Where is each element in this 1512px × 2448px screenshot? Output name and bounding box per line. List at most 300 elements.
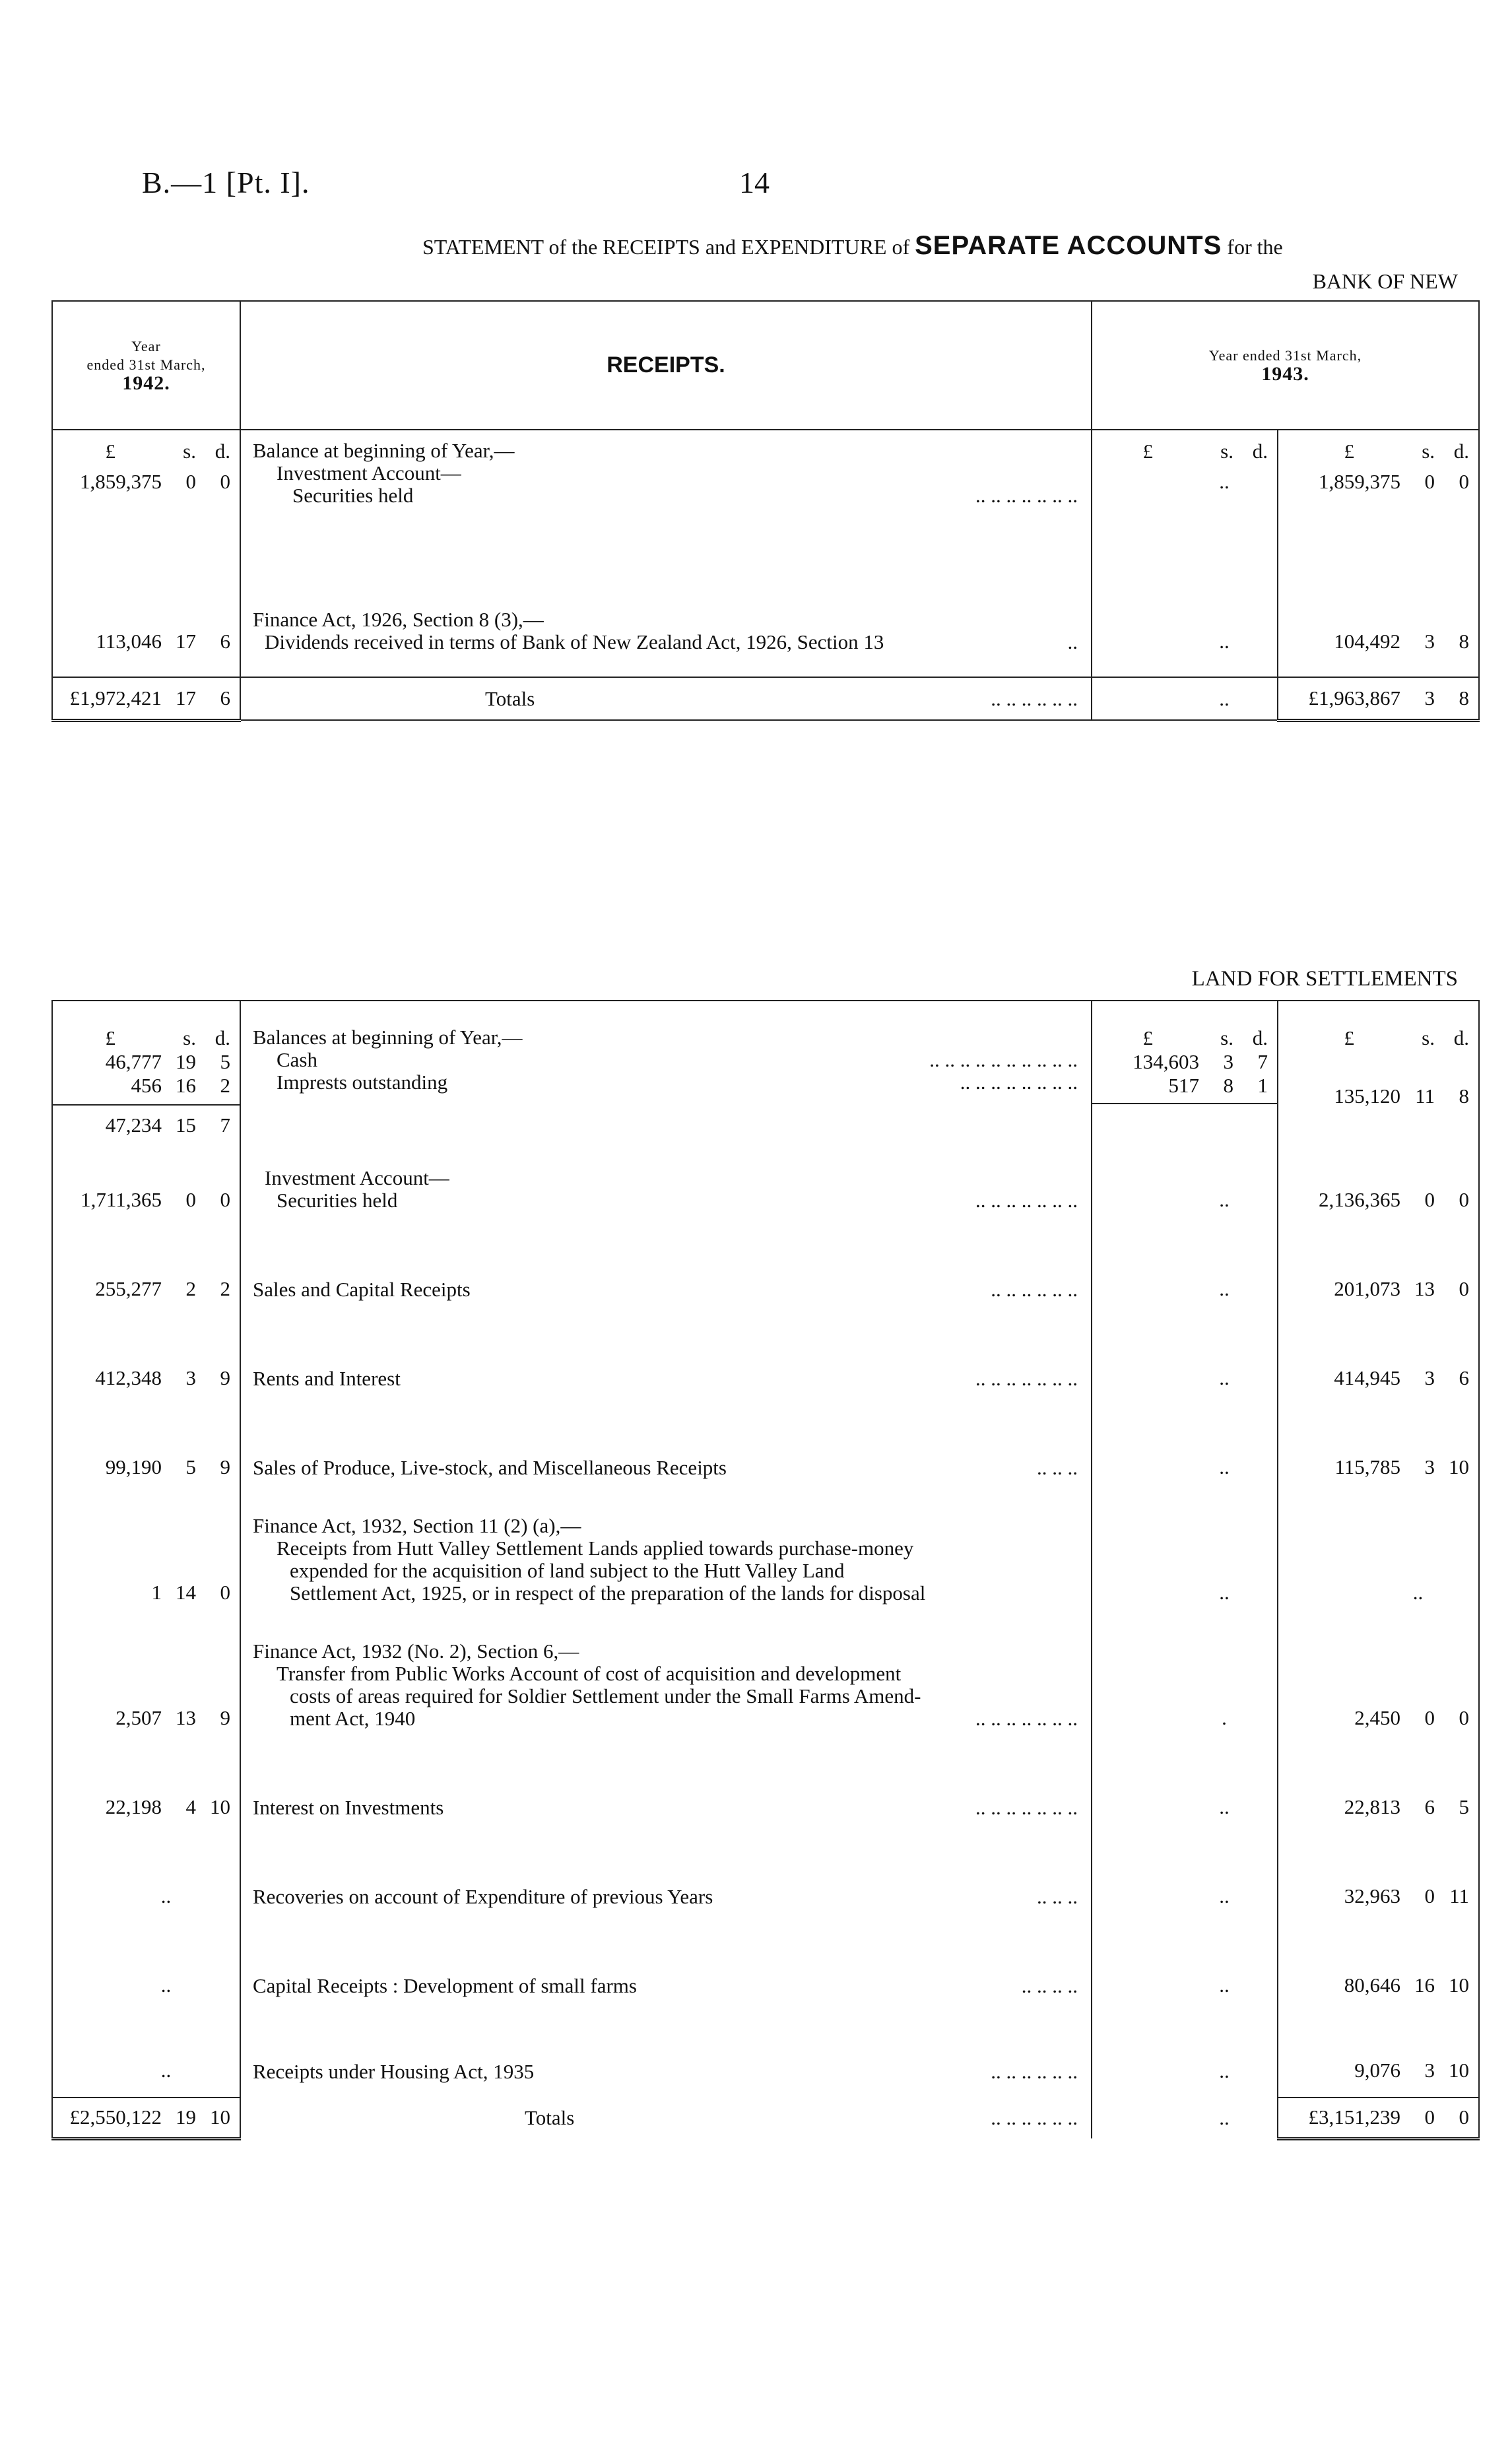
cur-amount xyxy=(1278,1494,1479,1619)
shillings: 0 xyxy=(1424,2105,1435,2129)
shillings: 11 xyxy=(1415,1084,1435,1108)
desc-line xyxy=(253,1886,1091,1908)
pence: 0 xyxy=(1459,2105,1469,2129)
pounds: £1,963,867 xyxy=(1308,686,1401,710)
desc-text: Imprests outstanding xyxy=(277,1071,448,1094)
shillings: 17 xyxy=(176,686,196,710)
prev-amount xyxy=(52,519,240,677)
desc-text: Securities held xyxy=(277,1189,398,1212)
pence: 2 xyxy=(220,1074,230,1097)
money xyxy=(1092,1074,1277,1104)
cur-total xyxy=(1278,677,1479,720)
shillings: 3 xyxy=(1424,630,1435,653)
shillings: 0 xyxy=(1424,1188,1435,1211)
money xyxy=(1278,1795,1478,1819)
prev-amount xyxy=(52,430,240,519)
prev-amount xyxy=(52,1315,240,1405)
shillings: 3 xyxy=(1223,1050,1233,1073)
pounds: 2,136,365 xyxy=(1319,1188,1400,1211)
leader-dots: .. .. .. .. .. .. .. xyxy=(975,1796,1078,1819)
unit-pound: £ xyxy=(1142,440,1153,463)
shillings: 0 xyxy=(185,470,196,493)
mid-dots: .. xyxy=(1092,1494,1278,1619)
cur-amount xyxy=(1278,1137,1479,1226)
unit-d: d. xyxy=(1453,440,1470,463)
pence: 7 xyxy=(1257,1050,1268,1073)
pence: 10 xyxy=(210,2105,230,2129)
cur-amount xyxy=(1278,1619,1479,1744)
table-row xyxy=(52,1923,1479,2012)
pence: 8 xyxy=(1459,1084,1469,1108)
leader-dots: .. .. .. .. .. .. xyxy=(991,2106,1078,2129)
unit-pound: £ xyxy=(1344,1026,1354,1049)
prev-amount xyxy=(52,1001,240,1137)
mid-dots: .. xyxy=(1092,2098,1278,2138)
leader-dots: .. xyxy=(1067,630,1078,653)
shillings: 4 xyxy=(185,1795,196,1818)
description xyxy=(240,2012,1092,2098)
pounds: £1,972,421 xyxy=(69,686,162,710)
section-title: LAND FOR SETTLEMENTS xyxy=(1191,967,1458,991)
pounds: 99,190 xyxy=(105,1455,162,1478)
shillings: 13 xyxy=(1414,1277,1435,1300)
document-reference: B.—1 [Pt. I]. xyxy=(142,166,310,199)
pounds: 255,277 xyxy=(95,1277,162,1300)
land-settlements-table xyxy=(51,1000,1480,2140)
money xyxy=(1278,2105,1478,2129)
pounds: 2,450 xyxy=(1354,1706,1400,1729)
money xyxy=(1278,2059,1478,2082)
desc-line xyxy=(253,1663,1091,1685)
shillings: 3 xyxy=(1424,2059,1435,2082)
money xyxy=(53,686,240,710)
prev-dots: .. xyxy=(160,1973,172,1997)
pence: 8 xyxy=(1459,686,1470,710)
prev-amount xyxy=(52,1226,240,1315)
pounds: 2,507 xyxy=(115,1706,162,1729)
money xyxy=(53,2105,240,2129)
table-row xyxy=(52,430,1479,519)
pounds: 201,073 xyxy=(1334,1277,1400,1300)
pence: 0 xyxy=(1459,1188,1469,1211)
desc-line xyxy=(253,1640,1091,1663)
pounds: 1,711,365 xyxy=(81,1188,162,1211)
pounds: 47,234 xyxy=(105,1113,162,1137)
pounds: 412,348 xyxy=(95,1366,162,1389)
unit-pound: £ xyxy=(105,1026,115,1049)
pounds: 46,777 xyxy=(105,1050,162,1073)
table-row xyxy=(52,1494,1479,1619)
mid-dots: .. xyxy=(1092,1315,1278,1405)
money xyxy=(53,470,240,494)
desc-line xyxy=(253,1707,1091,1730)
prev-dots: .. xyxy=(160,1884,172,1907)
table-row xyxy=(52,1744,1479,1834)
table-row xyxy=(52,1619,1479,1744)
mid-dots: .. xyxy=(1092,1834,1278,1923)
header-year: 1942. xyxy=(122,372,170,394)
pence: 10 xyxy=(1449,1973,1469,1997)
unit-d: d. xyxy=(214,1026,230,1049)
title-accounts: SEPARATE ACCOUNTS xyxy=(915,231,1222,260)
header-line: Year xyxy=(131,337,161,354)
desc-text: Finance Act, 1932 (No. 2), Section 6,— xyxy=(253,1639,579,1663)
statement-title-line2: BANK OF NEW xyxy=(1312,269,1458,293)
shillings: 3 xyxy=(1424,686,1435,710)
leader-dots: .. .. .. xyxy=(1037,1885,1078,1908)
description xyxy=(240,519,1092,677)
receipts-header: RECEIPTS. xyxy=(240,301,1092,430)
shillings: 8 xyxy=(1223,1074,1233,1097)
units xyxy=(1278,440,1478,463)
pence: 10 xyxy=(210,1795,230,1818)
cur-amount xyxy=(1278,519,1479,677)
pence: 2 xyxy=(220,1277,230,1300)
desc-text: Capital Receipts : Development of small farms xyxy=(253,1974,637,1997)
desc-line: Investment Account— xyxy=(277,461,461,484)
totals-label: Totals xyxy=(485,686,535,710)
pence: 6 xyxy=(220,630,230,653)
pounds: 32,963 xyxy=(1344,1884,1400,1907)
table-row xyxy=(52,1315,1479,1405)
pounds: £2,550,122 xyxy=(69,2105,162,2129)
pounds: 113,046 xyxy=(96,630,162,653)
prev-amount xyxy=(52,1619,240,1744)
desc-text: Securities held xyxy=(292,484,414,507)
pounds: £3,151,239 xyxy=(1308,2105,1400,2129)
pounds: 104,492 xyxy=(1334,630,1401,653)
prev-amount xyxy=(52,1494,240,1619)
shillings: 19 xyxy=(176,2105,196,2129)
pence: 8 xyxy=(1459,630,1470,653)
header-year: 1943. xyxy=(1261,362,1309,385)
balances-row xyxy=(52,1001,1479,1137)
pence: 0 xyxy=(220,1581,230,1604)
units xyxy=(1092,440,1277,463)
description xyxy=(240,1315,1092,1405)
pence: 0 xyxy=(220,1188,230,1211)
mid-dots: .. xyxy=(1092,677,1278,720)
desc-line: Balances at beginning of Year,— xyxy=(253,1026,523,1049)
shillings: 14 xyxy=(176,1581,196,1604)
mid-dots: .. xyxy=(1092,1405,1278,1494)
money xyxy=(53,1277,240,1301)
desc-line xyxy=(253,1560,1091,1582)
money xyxy=(53,630,240,653)
desc-text: Sales and Capital Receipts xyxy=(253,1278,471,1301)
description xyxy=(240,1744,1092,1834)
bank-receipts-table xyxy=(51,300,1480,722)
desc-text: costs of areas required for Soldier Settlement under the Small Farms Amend- xyxy=(290,1684,921,1707)
leader-dots: .. .. .. .. .. .. .. .. .. .. xyxy=(929,1048,1078,1071)
pence: 6 xyxy=(220,686,230,710)
table-row xyxy=(52,1405,1479,1494)
unit-d: d. xyxy=(214,440,230,463)
shillings: 6 xyxy=(1424,1795,1435,1818)
shillings: 19 xyxy=(176,1050,196,1073)
cur-dots: .. xyxy=(1412,1581,1424,1604)
prev-dots: .. xyxy=(160,2059,172,2082)
shillings: 0 xyxy=(1424,470,1435,493)
totals-label: Totals xyxy=(525,2106,575,2129)
prev-total xyxy=(52,2098,240,2138)
prev-amount xyxy=(52,1923,240,2012)
cur-amount xyxy=(1278,1405,1479,1494)
description xyxy=(240,1494,1092,1619)
pence: 9 xyxy=(220,1706,230,1729)
money xyxy=(1278,1084,1478,1108)
cur-amount xyxy=(1278,1226,1479,1315)
money xyxy=(1278,686,1478,710)
shillings: 0 xyxy=(1424,1884,1435,1907)
table-row xyxy=(52,519,1479,677)
totals-row xyxy=(52,2098,1479,2138)
desc-text: Recoveries on account of Expenditure of previous Years xyxy=(253,1885,713,1908)
description xyxy=(240,430,1092,519)
prev-amount xyxy=(52,1834,240,1923)
pence: 11 xyxy=(1449,1884,1469,1907)
mid-dots: .. xyxy=(1092,1226,1278,1315)
desc-line xyxy=(253,1685,1091,1707)
prev-year-header xyxy=(52,301,240,430)
prev-amount xyxy=(52,1405,240,1494)
desc-text: Receipts from Hutt Valley Settlement Lands applied towards purchase-money xyxy=(277,1537,914,1560)
desc-line xyxy=(253,631,1091,653)
unit-pound: £ xyxy=(1344,440,1355,463)
page-number: 14 xyxy=(739,166,770,199)
money xyxy=(53,1795,240,1819)
shillings: 0 xyxy=(185,1188,196,1211)
desc-text: ment Act, 1940 xyxy=(290,1707,416,1730)
desc-text: Dividends received in terms of Bank of New Zealand Act, 1926, Section 13 xyxy=(265,630,884,653)
pounds: 414,945 xyxy=(1334,1366,1400,1389)
units xyxy=(53,440,240,463)
leader-dots: .. .. .. .. .. .. xyxy=(991,2060,1078,2083)
leader-dots: .. .. .. .. .. .. xyxy=(991,1278,1078,1301)
pence: 1 xyxy=(1257,1074,1268,1097)
desc-line xyxy=(253,1071,1091,1094)
mid-dots: .. xyxy=(1092,2012,1278,2098)
shillings: 3 xyxy=(1424,1366,1435,1389)
header-line: Year ended 31st March, xyxy=(1208,347,1362,364)
totals-label-cell xyxy=(240,677,1092,720)
cur-amount xyxy=(1278,1923,1479,2012)
money xyxy=(1278,630,1478,653)
money xyxy=(1278,1366,1478,1390)
leader-dots: .. .. .. .. .. .. .. xyxy=(975,1707,1078,1730)
money xyxy=(53,1074,240,1098)
shillings: 15 xyxy=(176,1113,196,1137)
pounds: 22,198 xyxy=(105,1795,162,1818)
totals-row xyxy=(52,677,1479,720)
money xyxy=(1278,470,1478,494)
unit-d: d. xyxy=(1252,440,1268,463)
desc-line xyxy=(253,1975,1091,1997)
unit-pound: £ xyxy=(1142,1026,1153,1049)
unit-s: s. xyxy=(1220,1026,1233,1049)
money xyxy=(1092,1050,1277,1074)
pounds: 80,646 xyxy=(1344,1973,1400,1997)
pence: 0 xyxy=(1459,470,1470,493)
pence: 6 xyxy=(1459,1366,1469,1389)
leader-dots: .. .. .. .. .. .. .. .. xyxy=(960,1071,1078,1094)
desc-line: Finance Act, 1926, Section 8 (3),— xyxy=(253,608,544,631)
desc-line xyxy=(253,1278,1091,1301)
pence: 5 xyxy=(1459,1795,1469,1818)
leader-dots: .. .. .. .. xyxy=(1021,1974,1078,1997)
pounds: 22,813 xyxy=(1344,1795,1400,1818)
money xyxy=(53,1706,240,1730)
mid-dots: .. xyxy=(1219,470,1230,493)
shillings: 16 xyxy=(1414,1973,1435,1997)
shillings: 13 xyxy=(176,1706,196,1729)
desc-text: Settlement Act, 1925, or in respect of the preparation of the lands for disposal xyxy=(290,1581,926,1604)
leader-dots: .. .. .. xyxy=(1037,1456,1078,1479)
leader-dots: .. .. .. .. .. .. .. xyxy=(975,1367,1078,1390)
desc-text: Receipts under Housing Act, 1935 xyxy=(253,2060,535,2083)
money xyxy=(1278,1973,1478,1997)
pounds: 134,603 xyxy=(1133,1050,1199,1073)
description xyxy=(240,1405,1092,1494)
unit-s: s. xyxy=(1422,440,1435,463)
pence: 0 xyxy=(220,470,230,493)
description xyxy=(240,1001,1092,1137)
header-line: ended 31st March, xyxy=(86,356,206,373)
units xyxy=(53,1026,240,1050)
desc-text: Sales of Produce, Live-stock, and Miscellaneous Receipts xyxy=(253,1456,727,1479)
pence: 9 xyxy=(220,1366,230,1389)
shillings: 17 xyxy=(176,630,196,653)
mid-dots: .. xyxy=(1092,1137,1278,1226)
pounds: 517 xyxy=(1168,1074,1199,1097)
money xyxy=(1278,1188,1478,1212)
desc-text: Cash xyxy=(277,1048,317,1071)
cur-total xyxy=(1278,2098,1479,2138)
table-body xyxy=(52,1137,1479,2098)
unit-d: d. xyxy=(1252,1026,1268,1049)
pence: 7 xyxy=(220,1113,230,1137)
desc-line: Balance at beginning of Year,— xyxy=(253,439,515,462)
description xyxy=(240,1619,1092,1744)
mid-dots: . xyxy=(1092,1619,1278,1744)
pence: 0 xyxy=(1459,1277,1469,1300)
desc-text: Rents and Interest xyxy=(253,1367,401,1390)
pence: 9 xyxy=(220,1455,230,1478)
table-header-row xyxy=(52,301,1479,430)
shillings: 3 xyxy=(1424,1455,1435,1478)
desc-line xyxy=(253,1515,1091,1537)
cur-amount xyxy=(1278,1315,1479,1405)
shillings: 3 xyxy=(185,1366,196,1389)
desc-line xyxy=(253,2061,1091,2083)
unit-s: s. xyxy=(183,440,196,463)
table-row xyxy=(52,2012,1479,2098)
mid-dots: .. xyxy=(1092,519,1278,677)
desc-line xyxy=(253,1582,1091,1604)
shillings: 0 xyxy=(1424,1706,1435,1729)
pounds: 115,785 xyxy=(1334,1455,1400,1478)
pence: 0 xyxy=(1459,1706,1469,1729)
statement-title xyxy=(422,231,1283,261)
mid-dots: .. xyxy=(1092,1744,1278,1834)
pounds: 1,859,375 xyxy=(80,470,162,493)
units xyxy=(1278,1026,1478,1050)
cur-amount xyxy=(1278,2012,1479,2098)
pence: 10 xyxy=(1449,2059,1469,2082)
prev-amount xyxy=(52,1137,240,1226)
description xyxy=(240,1923,1092,2012)
table-row xyxy=(52,1226,1479,1315)
cur-year-header xyxy=(1092,301,1479,430)
description xyxy=(240,1226,1092,1315)
cur-amount xyxy=(1278,430,1479,519)
leader-dots: .. .. .. .. .. .. xyxy=(991,686,1078,710)
money xyxy=(1278,1455,1478,1479)
prev-total xyxy=(52,677,240,720)
title-pre: STATEMENT of the RECEIPTS and EXPENDITURE of xyxy=(422,235,910,259)
pounds: 456 xyxy=(131,1074,162,1097)
pence: 10 xyxy=(1449,1455,1469,1478)
mid-amount xyxy=(1092,1001,1278,1137)
shillings: 2 xyxy=(185,1277,196,1300)
desc-text: Transfer from Public Works Account of cost of acquisition and development xyxy=(277,1662,902,1685)
prev-amount xyxy=(52,1744,240,1834)
leader-dots: .. .. .. .. .. .. .. xyxy=(975,1189,1078,1212)
desc-line xyxy=(253,1797,1091,1819)
desc-text: expended for the acquisition of land subject to the Hutt Valley Land xyxy=(290,1559,845,1582)
unit-pound: £ xyxy=(105,440,115,463)
pounds: 9,076 xyxy=(1354,2059,1400,2082)
desc-line xyxy=(253,1457,1091,1479)
table-row xyxy=(52,1834,1479,1923)
desc-text: Investment Account— xyxy=(265,1166,449,1189)
pence: 5 xyxy=(220,1050,230,1073)
title-post: for the xyxy=(1227,235,1283,259)
table-row xyxy=(52,1137,1479,1226)
subtotal xyxy=(53,1104,240,1137)
pounds: 1 xyxy=(151,1581,162,1604)
desc-line xyxy=(253,1368,1091,1390)
cur-amount xyxy=(1278,1001,1479,1137)
units xyxy=(1092,1026,1277,1050)
unit-d: d. xyxy=(1453,1026,1469,1049)
pounds: 1,859,375 xyxy=(1319,470,1401,493)
prev-amount xyxy=(52,2012,240,2098)
unit-s: s. xyxy=(1422,1026,1435,1049)
desc-line xyxy=(253,484,1091,507)
money xyxy=(53,1366,240,1390)
unit-s: s. xyxy=(183,1026,196,1049)
unit-s: s. xyxy=(1220,440,1233,463)
desc-line xyxy=(253,1049,1091,1071)
cur-amount xyxy=(1278,1834,1479,1923)
money xyxy=(53,1455,240,1479)
shillings: 5 xyxy=(185,1455,196,1478)
pounds: 135,120 xyxy=(1334,1084,1400,1108)
money xyxy=(1278,1706,1478,1730)
money xyxy=(1278,1277,1478,1301)
mid-amount xyxy=(1092,430,1278,519)
money xyxy=(1278,1884,1478,1908)
totals-label-cell xyxy=(240,2098,1092,2138)
desc-text: Finance Act, 1932, Section 11 (2) (a),— xyxy=(253,1514,581,1537)
money xyxy=(53,1050,240,1074)
money xyxy=(53,1581,240,1604)
description xyxy=(240,1137,1092,1226)
desc-line xyxy=(253,1537,1091,1560)
cur-amount xyxy=(1278,1744,1479,1834)
desc-line xyxy=(253,1167,1091,1189)
